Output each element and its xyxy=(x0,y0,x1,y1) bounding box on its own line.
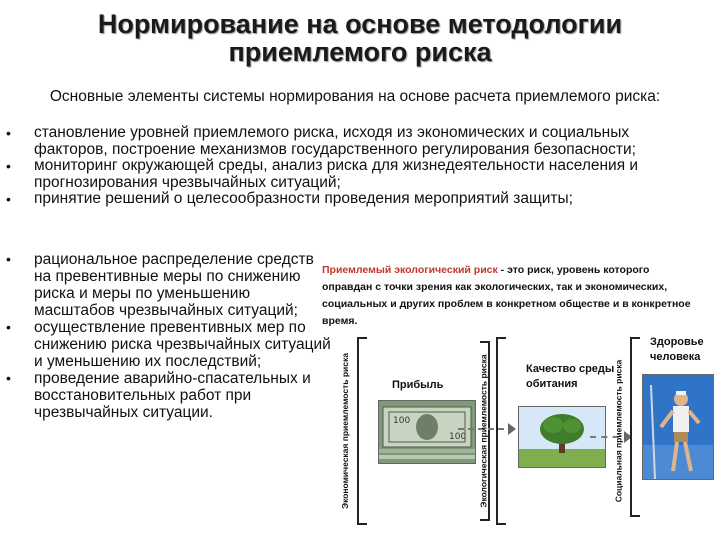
vertical-label-social: Социальная приемлемость риска xyxy=(613,359,624,503)
profit-label: Прибыль xyxy=(392,379,444,391)
list-item-text: принятие решений о целесообразности проведения мероприятий защиты; xyxy=(34,190,573,207)
bullet-list-bottom xyxy=(6,251,334,421)
bullet-icon: • xyxy=(6,251,11,267)
bullet-icon: • xyxy=(6,125,11,141)
list-item-text: рациональное распределение средств на превентивные меры по снижению риска и меры по уменьшению масштабов чрезвычайных ситуаций; xyxy=(34,251,314,319)
money-image xyxy=(378,400,476,464)
vertical-label-ecological: Экологическая приемлемость риска xyxy=(479,354,489,508)
health-label: Здоровье человека xyxy=(650,336,704,363)
list-item-text: мониторинг окружающей среды, анализ риска для жизнедеятельности населения и прогнозирования чрезвычайных ситуаций; xyxy=(34,157,639,191)
svg-text:100: 100 xyxy=(393,416,411,426)
bullet-icon: • xyxy=(6,158,11,174)
bracket-left-1 xyxy=(357,337,367,525)
list-item-text: становление уровней приемлемого риска, исходя из экономических и социальных факторов, построение механизмов государственного регулирования безопасности; xyxy=(34,124,636,158)
list-item xyxy=(6,251,334,319)
bullet-icon: • xyxy=(6,370,11,386)
title-line-1: Нормирование на основе методологии xyxy=(97,9,623,39)
svg-text:100: 100 xyxy=(449,432,467,442)
list-item xyxy=(6,157,674,191)
list-item xyxy=(6,124,674,158)
list-item-text: проведение аварийно-спасательных и восстановительных работ при чрезвычайных ситуации. xyxy=(34,370,311,421)
list-item xyxy=(6,370,334,421)
list-item xyxy=(6,190,674,208)
definition-text: - это риск, уровень которого оправдан с точки зрения как экологических, так и экономических, социальных и других проблем в конкретном обществе и в конкретное время. xyxy=(322,264,691,327)
page-title xyxy=(0,10,720,66)
intro-text: Основные элементы системы нормирования на основе расчета приемлемого риска: xyxy=(49,88,661,105)
definition-term: Приемлемый экологический риск xyxy=(322,264,498,276)
title-line-2: приемлемого риска xyxy=(228,37,492,67)
bullet-list-top xyxy=(6,124,674,208)
environment-label: Качество среды обитания xyxy=(526,363,615,390)
bracket-left-2 xyxy=(496,337,506,525)
person-image xyxy=(642,374,714,480)
list-item xyxy=(6,319,334,370)
bracket-left-3 xyxy=(630,337,640,517)
risk-definition xyxy=(322,262,702,330)
bullet-icon: • xyxy=(6,319,11,335)
list-item-text: осуществление превентивных мер по снижению риска чрезвычайных ситуаций и уменьшению их последствий; xyxy=(34,319,331,370)
vertical-label-economic: Экономическая приемлемость риска xyxy=(340,353,350,509)
bullet-icon: • xyxy=(6,191,11,207)
